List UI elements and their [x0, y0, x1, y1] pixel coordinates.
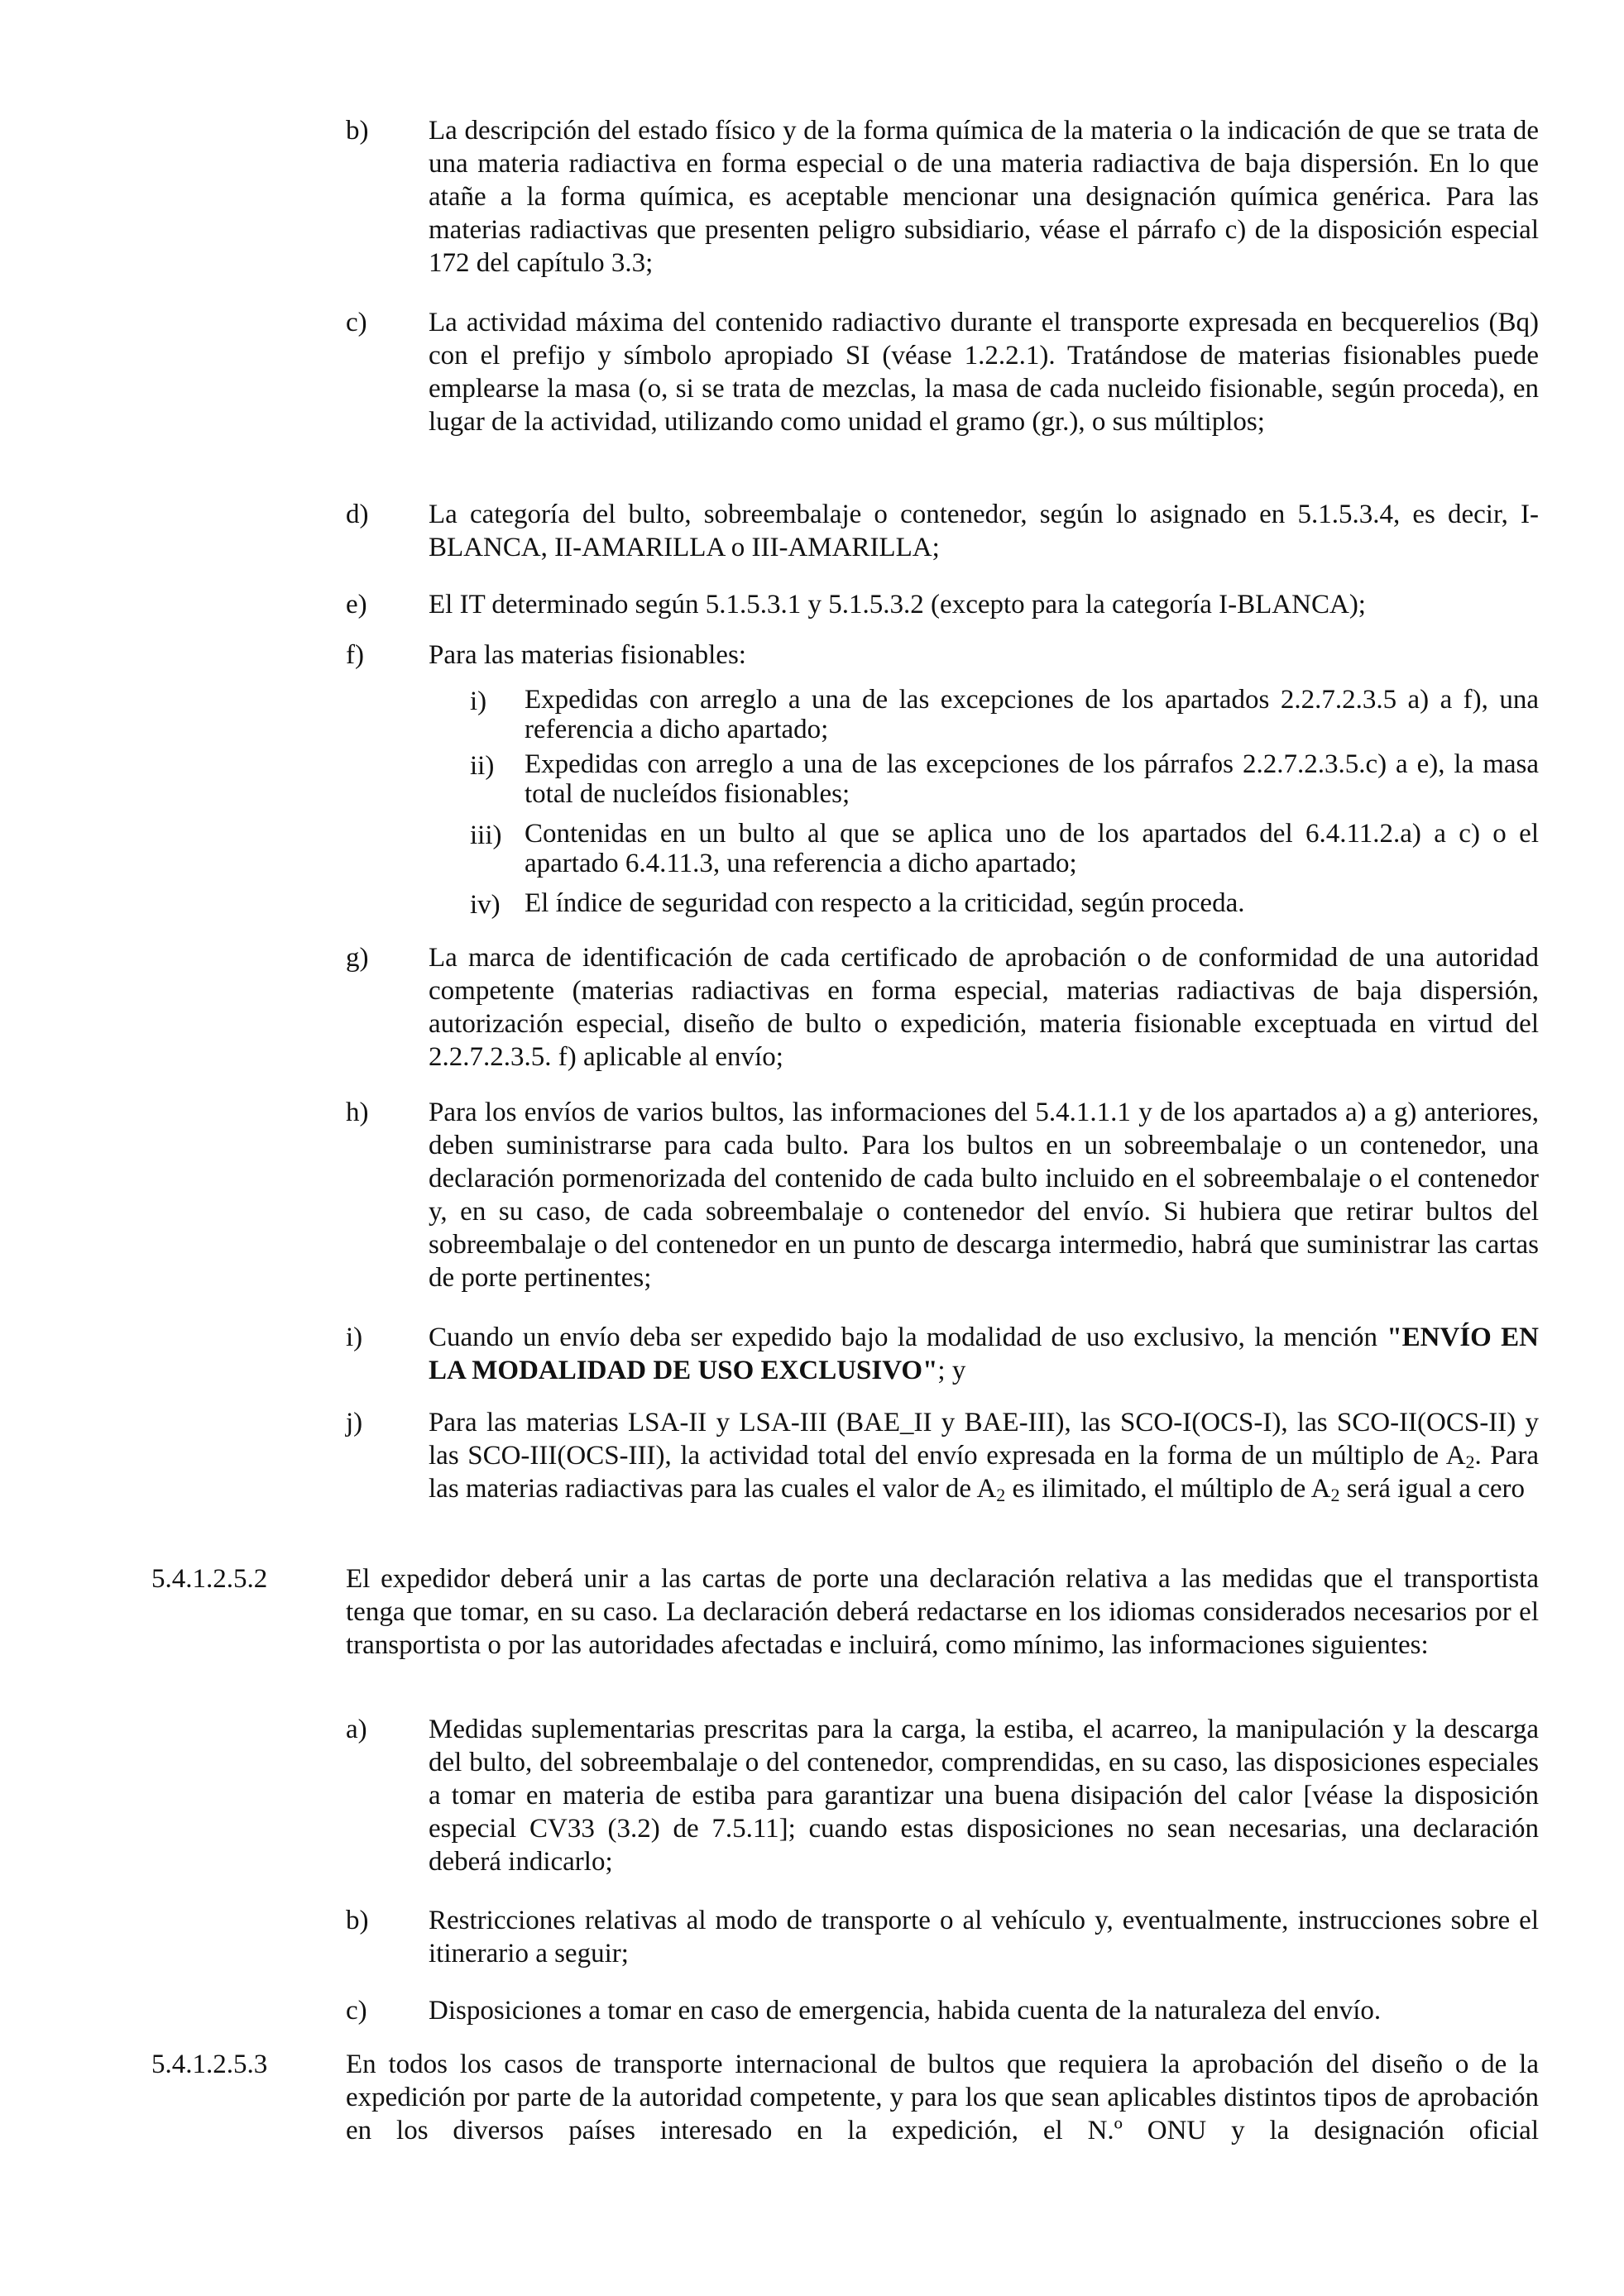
list-item-label: b): [346, 116, 369, 146]
list-item-label: f): [346, 640, 364, 670]
list-item-text: Para los envíos de varios bultos, las informaciones del 5.4.1.1.1 y de los apartados a) a g) anteriores, deben suministrarse para cada bulto. Para los bultos en un sobreembalaje o un contenedor, una declaración pormenorizada del contenido de cada bulto incluido en el sobreembalaje o el contenedor y, en su caso, de cada sobreembalaje o contenedor del envío. Si hubiera que retirar bultos del sobreembalaje o del contenedor en un punto de descarga intermedio, habrá que suministrar las cartas de porte pertinentes;: [429, 1098, 1539, 1293]
section-5-4-1-2-5-3: [151, 2048, 1539, 2147]
section-text: En todos los casos de transporte internacional de bultos que requiera la aprobación del diseño o de la expedición por parte de la autoridad competente, y para los que sean aplicables distintos tipos de aprobación en los diversos países interesado en la expedición, el N.º ONU y la designación oficial: [346, 2050, 1539, 2145]
section-item-c: [346, 1994, 1539, 2027]
list-item-text: Medidas suplementarias prescritas para la carga, la estiba, el acarreo, la manipulación y la descarga del bulto, del sobreembalaje o del contenedor, comprendidas, en su caso, las disposiciones especiales a tomar en materia de estiba para garantizar una buena disipación del calor [véase la disposición especial CV33 (3.2) de 7.5.11]; cuando estas disposiciones no sean necesarias, una declaración deberá indicarlo;: [429, 1715, 1539, 1877]
list-item-j: [346, 1406, 1539, 1505]
list-item-e: [346, 588, 1539, 621]
sub-item-text: Expedidas con arreglo a una de las excepciones de los párrafos 2.2.7.2.3.5.c) a e), la masa total de nucleídos fisionables;: [525, 749, 1539, 809]
list-item-text: Cuando un envío deba ser expedido bajo la modalidad de uso exclusivo, la mención "ENVÍO EN LA MODALIDAD DE USO EXCLUSIVO"; y: [429, 1323, 1539, 1385]
list-item-text: La descripción del estado físico y de la forma química de la materia o la indicación de que se trata de una materia radiactiva en forma especial o de una materia radiactiva de baja dispersión. En lo que atañe a la forma química, es aceptable mencionar una designación química genérica. Para las materias radiactivas que presenten peligro subsidiario, véase el párrafo c) de la disposición especial 172 del capítulo 3.3;: [429, 116, 1539, 278]
section-item-b: [346, 1904, 1539, 1970]
section-item-a: [346, 1713, 1539, 1878]
section-text: El expedidor deberá unir a las cartas de porte una declaración relativa a las medidas que el transportista tenga que tomar, en su caso. La declaración deberá redactarse en los idiomas considerados necesarios por el transportista o por las autoridades afectadas e incluirá, como mínimo, las informaciones siguientes:: [346, 1564, 1539, 1660]
list-item-text: La marca de identificación de cada certificado de aprobación o de conformidad de una autoridad competente (materias radiactivas en forma especial, materias radiactivas de baja dispersión, autorización especial, diseño de bulto o expedición, materia fisionable exceptuada en virtud del 2.2.7.2.3.5. f) aplicable al envío;: [429, 943, 1539, 1072]
list-item-label: e): [346, 590, 367, 619]
list-item-g: [346, 941, 1539, 1074]
list-item-label: h): [346, 1098, 369, 1127]
list-item-label: c): [346, 308, 367, 337]
list-item-text: Para las materias fisionables:: [429, 640, 746, 670]
list-item-h: [346, 1096, 1539, 1294]
sub-item-i: [470, 685, 1539, 744]
list-item-b: [346, 114, 1539, 280]
exclusive-use-mention: "ENVÍO EN LA MODALIDAD DE USO EXCLUSIVO": [429, 1323, 1539, 1385]
list-item-i: [346, 1321, 1539, 1387]
sub-item-iii: [470, 819, 1539, 878]
list-item-label: i): [346, 1323, 363, 1352]
list-item-label: b): [346, 1906, 369, 1935]
sub-item-text: Contenidas en un bulto al que se aplica uno de los apartados del 6.4.11.2.a) a c) o el apartado 6.4.11.3, una referencia a dicho apartado;: [525, 819, 1539, 878]
list-item-text: La actividad máxima del contenido radiactivo durante el transporte expresada en becquerelios (Bq) con el prefijo y símbolo apropiado SI (véase 1.2.2.1). Tratándose de materias fisionables puede emplearse la masa (o, si se trata de mezclas, la masa de cada nucleido fisionable, según proceda), en lugar de la actividad, utilizando como unidad el gramo (gr.), o sus múltiplos;: [429, 308, 1539, 437]
list-item-label: d): [346, 500, 369, 529]
sub-item-label: i): [470, 686, 487, 716]
list-item-text: Para las materias LSA-II y LSA-III (BAE_II y BAE-III), las SCO-I(OCS-I), las SCO-II(OCS-II) y las SCO-III(OCS-III), la actividad total del envío expresada en la forma de un múltiplo de $A_2$. Para las materias radiactivas para las cuales el valor de $A_2$ es ilimitado, el múltiplo de $A_2$ será igual a cero: [429, 1408, 1539, 1505]
list-item-text: Restricciones relativas al modo de transporte o al vehículo y, eventualmente, instrucciones sobre el itinerario a seguir;: [429, 1906, 1539, 1968]
list-item-label: a): [346, 1715, 367, 1744]
list-item-label: g): [346, 943, 369, 973]
sub-item-iv: [470, 888, 1539, 918]
sub-item-ii: [470, 749, 1539, 809]
sub-item-label: iii): [470, 820, 502, 850]
sub-item-text: Expedidas con arreglo a una de las excepciones de los apartados 2.2.7.2.3.5 a) a f), una referencia a dicho apartado;: [525, 685, 1539, 744]
list-item-label: c): [346, 1996, 367, 2026]
section-5-4-1-2-5-2: [151, 1562, 1539, 1662]
list-item-label: j): [346, 1408, 363, 1437]
section-number: 5.4.1.2.5.3: [151, 2050, 268, 2079]
sub-item-text: El índice de seguridad con respecto a la criticidad, según proceda.: [525, 888, 1245, 918]
sub-item-label: ii): [470, 751, 495, 781]
list-item-text: Disposiciones a tomar en caso de emergencia, habida cuenta de la naturaleza del envío.: [429, 1996, 1382, 2026]
list-item-c: [346, 306, 1539, 438]
section-number: 5.4.1.2.5.2: [151, 1564, 268, 1594]
sub-item-label: iv): [470, 890, 501, 920]
list-item-f: [346, 639, 1539, 672]
list-item-text: El IT determinado según 5.1.5.3.1 y 5.1.5.3.2 (excepto para la categoría I-BLANCA);: [429, 590, 1366, 619]
list-item-text: La categoría del bulto, sobreembalaje o contenedor, según lo asignado en 5.1.5.3.4, es decir, I-BLANCA, II-AMARILLA o III-AMARILLA;: [429, 500, 1539, 562]
list-item-d: [346, 498, 1539, 564]
